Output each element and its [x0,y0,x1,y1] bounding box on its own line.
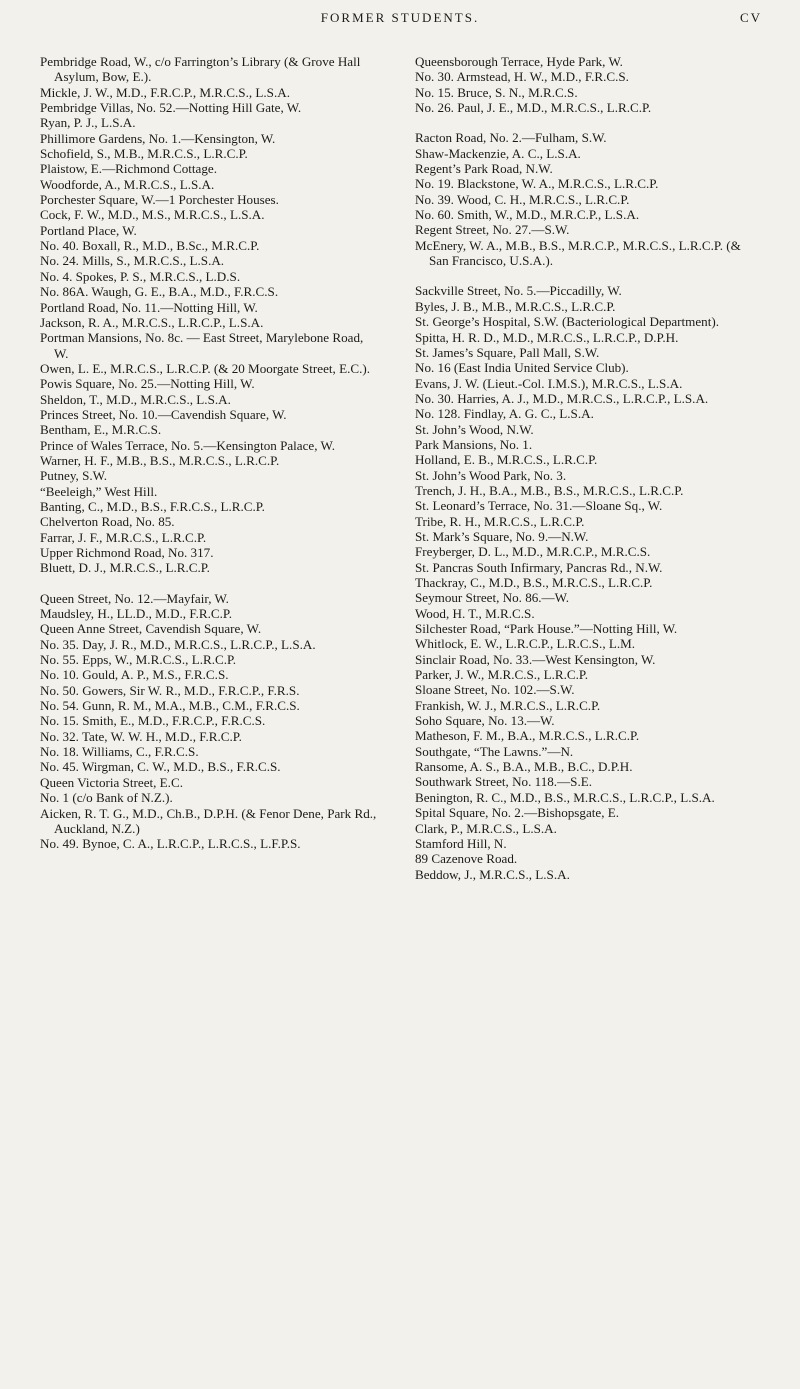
directory-entry: Warner, H. F., M.B., B.S., M.R.C.S., L.R.C.P. [40,452,280,468]
directory-entry: Queen Street, No. 12.—Mayfair, W. [40,590,229,606]
directory-entry: Shaw-Mackenzie, A. C., L.S.A. [415,145,581,161]
directory-entry: Byles, J. B., M.B., M.R.C.S., L.R.C.P. [415,298,616,314]
directory-entry: Regent’s Park Road, N.W. [415,161,553,177]
directory-entry: Wood, H. T., M.R.C.S. [415,605,535,621]
directory-entry: No. 55. Epps, W., M.R.C.S., L.R.C.P. [40,652,237,668]
directory-entry: Pembridge Villas, No. 52.—Notting Hill Gate, W. [40,100,302,116]
directory-entry: No. 26. Paul, J. E., M.D., M.R.C.S., L.R.C.P. [415,100,652,116]
directory-entry: Woodforde, A., M.R.C.S., L.S.A. [40,176,215,192]
directory-entry: Evans, J. W. (Lieut.-Col. I.M.S.), M.R.C.S., L.S.A. [415,375,683,391]
directory-entry: Racton Road, No. 2.—Fulham, S.W. [415,130,607,146]
directory-entry: Tribe, R. H., M.R.C.S., L.R.C.P. [415,513,585,529]
page-number: CV [739,10,762,25]
directory-entry: No. 50. Gowers, Sir W. R., M.D., F.R.C.P., F.R.S. [40,682,300,698]
directory-entry: Porchester Square, W.—1 Porchester Houses. [40,192,279,208]
directory-entry: Silchester Road, “Park House.”—Notting Hill, W. [415,621,678,637]
directory-entry: Whitlock, E. W., L.R.C.P., L.R.C.S., L.M. [415,636,636,652]
directory-entry: Benington, R. C., M.D., B.S., M.R.C.S., L.R.C.P., L.S.A. [415,789,715,805]
directory-entry: Bluett, D. J., M.R.C.S., L.R.C.P. [40,560,210,576]
directory-entry: Spital Square, No. 2.—Bishopsgate, E. [415,805,620,821]
directory-entry: No. 15. Smith, E., M.D., F.R.C.P., F.R.C.S. [40,713,266,729]
directory-entry: No. 18. Williams, C., F.R.C.S. [40,744,199,760]
directory-entry: Clark, P., M.R.C.S., L.S.A. [415,820,557,836]
directory-entry: Pembridge Road, W., c/o Farrington’s Library (& Grove Hall Asylum, Bow, E.). [40,54,361,85]
directory-entry: No. 16 (East India United Service Club). [415,360,629,376]
directory-entry: No. 49. Bynoe, C. A., L.R.C.P., L.R.C.S., L.F.P.S. [40,836,301,852]
directory-entry: Powis Square, No. 25.—Notting Hill, W. [40,376,255,392]
directory-entry: Portland Road, No. 11.—Notting Hill, W. [40,299,258,315]
section-gap [40,576,378,591]
directory-entry: Frankish, W. J., M.R.C.S., L.R.C.P. [415,697,601,713]
directory-entry: Southgate, “The Lawns.”—N. [415,743,574,759]
directory-entry: Sackville Street, No. 5.—Piccadilly, W. [415,283,622,299]
directory-entry: No. 30. Harries, A. J., M.D., M.R.C.S., L.R.C.P., L.S.A. [415,390,709,406]
directory-entry: No. 24. Mills, S., M.R.C.S., L.S.A. [40,253,225,269]
directory-entry: Plaistow, E.—Richmond Cottage. [40,161,217,177]
directory-entry: Spitta, H. R. D., M.D., M.R.C.S., L.R.C.P., D.P.H. [415,329,679,345]
directory-entry: No. 15. Bruce, S. N., M.R.C.S. [415,84,578,100]
directory-entry: Princes Street, No. 10.—Cavendish Square, W. [40,406,287,422]
left-column [40,54,378,852]
directory-entry: Owen, L. E., M.R.C.S., L.R.C.P. (& 20 Moorgate Street, E.C.). [40,360,371,376]
directory-entry: No. 32. Tate, W. W. H., M.D., F.R.C.P. [40,728,242,744]
directory-entry: Prince of Wales Terrace, No. 5.—Kensington Palace, W. [40,437,335,453]
right-column [415,54,763,882]
directory-entry: 89 Cazenove Road. [415,851,518,867]
directory-entry: “Beeleigh,” West Hill. [40,483,158,499]
directory-entry: Sheldon, T., M.D., M.R.C.S., L.S.A. [40,391,231,407]
directory-entry: Upper Richmond Road, No. 317. [40,545,214,560]
section-gap [415,268,763,283]
directory-entry: Cock, F. W., M.D., M.S., M.R.C.S., L.S.A. [40,207,265,223]
directory-entry: Queen Victoria Street, E.C. [40,774,183,790]
directory-entry: St. John’s Wood Park, No. 3. [415,467,567,483]
directory-entry: Sinclair Road, No. 33.—West Kensington, W. [415,651,656,667]
directory-entry: No. 1 (c/o Bank of N.Z.). [40,790,173,806]
directory-entry: St. George’s Hospital, S.W. (Bacteriological Department). [415,314,720,330]
directory-entry: St. Leonard’s Terrace, No. 31.—Sloane Sq., W. [415,498,663,514]
directory-entry: St. Mark’s Square, No. 9.—N.W. [415,528,589,544]
directory-entry: Ryan, P. J., L.S.A. [40,115,136,131]
directory-entry: St. John’s Wood, N.W. [415,421,534,437]
directory-entry: Bentham, E., M.R.C.S. [40,422,162,438]
directory-entry: Beddow, J., M.R.C.S., L.S.A. [415,866,570,882]
directory-entry: Freyberger, D. L., M.D., M.R.C.P., M.R.C.S. [415,544,651,560]
directory-entry: No. 54. Gunn, R. M., M.A., M.B., C.M., F.R.C.S. [40,698,300,714]
directory-entry: Thackray, C., M.D., B.S., M.R.C.S., L.R.C.P. [415,575,653,590]
directory-entry: Maudsley, H., LL.D., M.D., F.R.C.P. [40,606,232,622]
directory-entry: Stamford Hill, N. [415,835,507,851]
directory-entry: Queensborough Terrace, Hyde Park, W. [415,54,623,69]
directory-entry: No. 4. Spokes, P. S., M.R.C.S., L.D.S. [40,268,241,284]
directory-entry: No. 35. Day, J. R., M.D., M.R.C.S., L.R.C.P., L.S.A. [40,636,316,652]
directory-entry: Soho Square, No. 13.—W. [415,713,555,729]
directory-entry: No. 86A. Waugh, G. E., B.A., M.D., F.R.C.S. [40,284,279,300]
directory-entry: Matheson, F. M., B.A., M.R.C.S., L.R.C.P. [415,728,640,744]
directory-entry: Seymour Street, No. 86.—W. [415,590,570,606]
directory-entry: Parker, J. W., M.R.C.S., L.R.C.P. [415,667,588,683]
directory-entry: No. 128. Findlay, A. G. C., L.S.A. [415,406,594,422]
directory-entry: Queen Anne Street, Cavendish Square, W. [40,621,262,637]
directory-entry: Trench, J. H., B.A., M.B., B.S., M.R.C.S., L.R.C.P. [415,482,684,498]
directory-entry: Phillimore Gardens, No. 1.—Kensington, W. [40,130,276,146]
directory-entry: Holland, E. B., M.R.C.S., L.R.C.P. [415,452,598,468]
directory-entry: Farrar, J. F., M.R.C.S., L.R.C.P. [40,529,207,545]
directory-entry: No. 39. Wood, C. H., M.R.C.S., L.R.C.P. [415,191,630,207]
directory-entry: Jackson, R. A., M.R.C.S., L.R.C.P., L.S.A. [40,314,264,330]
directory-entry: St. Pancras South Infirmary, Pancras Rd., N.W. [415,559,663,575]
directory-entry: Aicken, R. T. G., M.D., Ch.B., D.P.H. (& Fenor Dene, Park Rd., Auckland, N.Z.) [40,805,377,836]
directory-entry: Mickle, J. W., M.D., F.R.C.P., M.R.C.S., L.S.A. [40,84,290,100]
running-title: FORMER STUDENTS. [320,10,480,25]
directory-entry: No. 10. Gould, A. P., M.S., F.R.C.S. [40,667,229,683]
running-head [0,10,800,32]
directory-entry: Schofield, S., M.B., M.R.C.S., L.R.C.P. [40,146,248,162]
directory-entry: St. James’s Square, Pall Mall, S.W. [415,344,600,360]
directory-entry: Putney, S.W. [40,468,108,484]
directory-entry: Chelverton Road, No. 85. [40,514,175,530]
directory-entry: Ransome, A. S., B.A., M.B., B.C., D.P.H. [415,759,633,775]
directory-entry: No. 19. Blackstone, W. A., M.R.C.S., L.R.C.P. [415,176,659,192]
directory-entry: No. 45. Wirgman, C. W., M.D., B.S., F.R.C.S. [40,759,281,775]
directory-entry: No. 60. Smith, W., M.D., M.R.C.P., L.S.A. [415,207,640,223]
directory-entry: Banting, C., M.D., B.S., F.R.C.S., L.R.C.P. [40,498,265,514]
directory-entry: Park Mansions, No. 1. [415,436,533,452]
directory-entry: Regent Street, No. 27.—S.W. [415,222,570,238]
directory-entry: No. 30. Armstead, H. W., M.D., F.R.C.S. [415,69,629,85]
directory-entry: McEnery, W. A., M.B., B.S., M.R.C.P., M.R.C.S., L.R.C.P. (& San Francisco, U.S.A.). [415,237,741,269]
directory-entry: Portland Place, W. [40,222,137,238]
directory-entry: Sloane Street, No. 102.—S.W. [415,682,575,698]
section-gap [415,115,763,130]
directory-entry: Portman Mansions, No. 8c. — East Street, Marylebone Road, W. [40,330,364,361]
directory-entry: Southwark Street, No. 118.—S.E. [415,774,592,790]
directory-entry: No. 40. Boxall, R., M.D., B.Sc., M.R.C.P. [40,238,260,254]
